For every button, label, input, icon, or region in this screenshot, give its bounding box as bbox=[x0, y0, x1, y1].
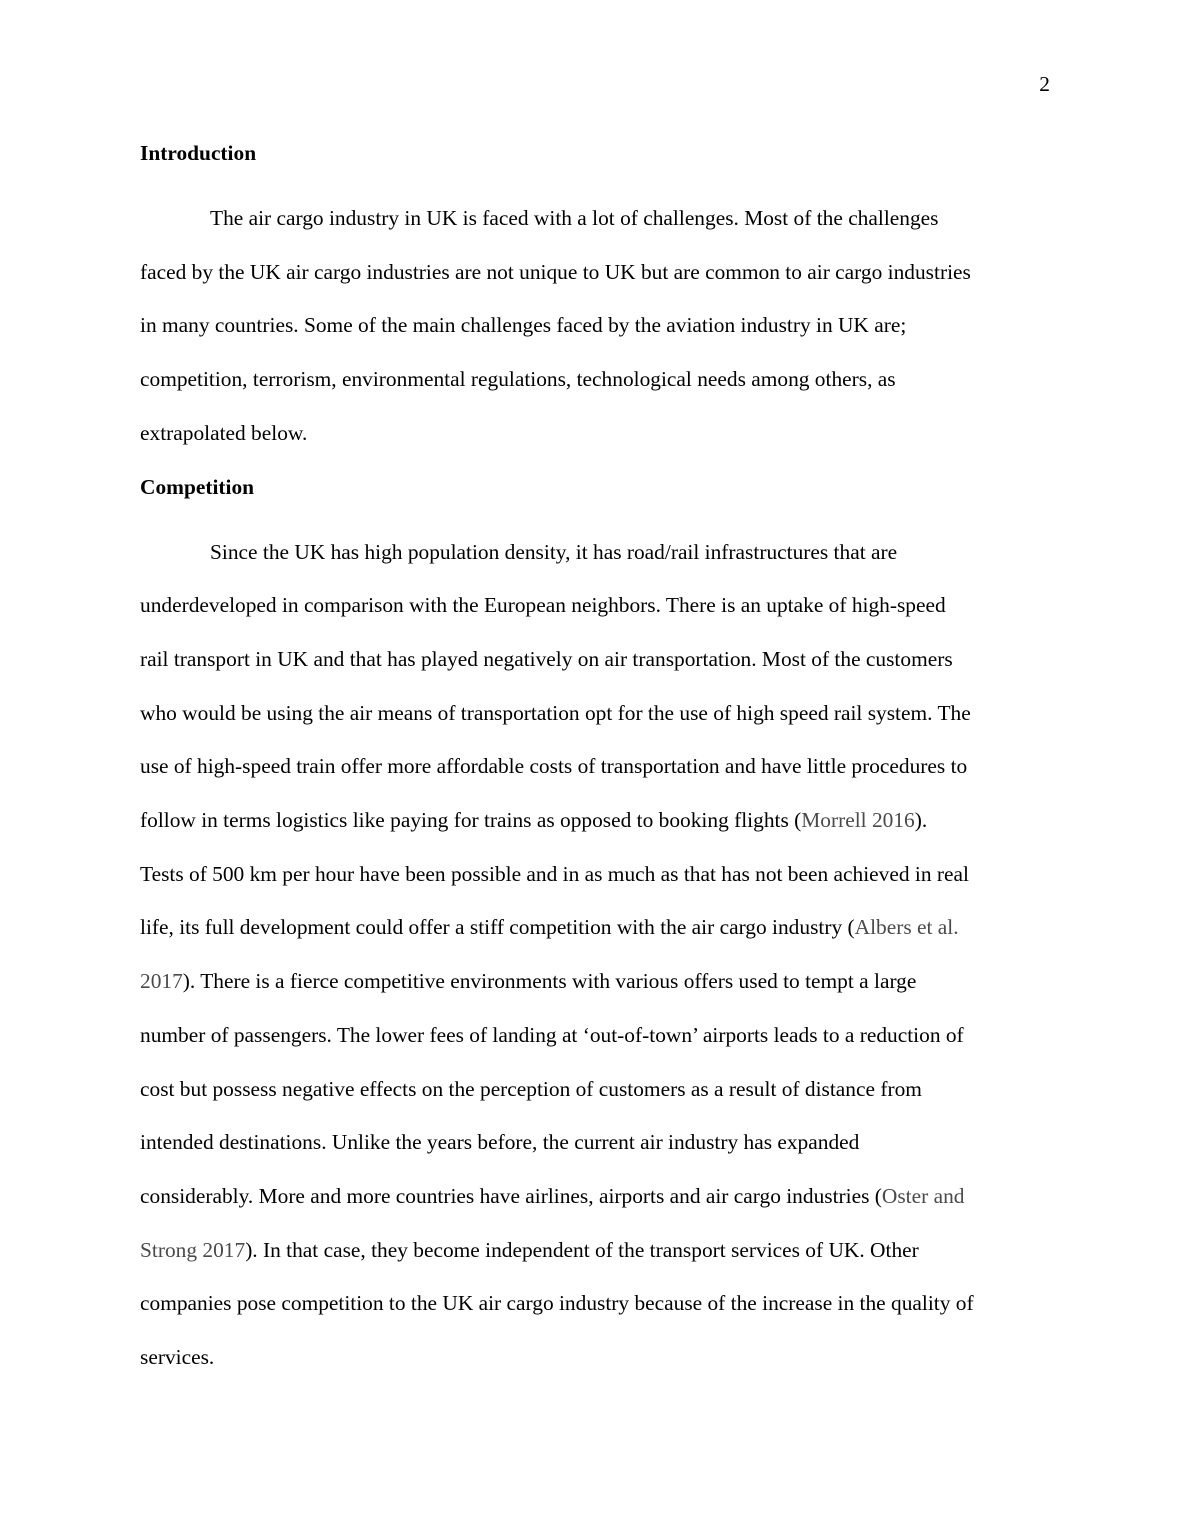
spacer bbox=[140, 461, 1060, 473]
text-line bbox=[140, 1170, 1060, 1224]
text-line: competition, terrorism, environmental regulations, technological needs among others, as bbox=[140, 367, 896, 392]
text-line: underdeveloped in comparison with the European neighbors. There is an uptake of high-speed bbox=[140, 593, 946, 618]
text-run: ). In that case, they become independent of the transport services of UK. Other bbox=[245, 1237, 919, 1262]
spacer bbox=[140, 168, 1060, 192]
citation: Morrell 2016 bbox=[801, 808, 915, 833]
text-run: ). bbox=[914, 808, 928, 833]
introduction-paragraph bbox=[140, 192, 1060, 461]
text-line: faced by the UK air cargo industries are not unique to UK but are common to air cargo industries bbox=[140, 259, 971, 284]
citation: 2017 bbox=[140, 969, 183, 994]
text-line: companies pose competition to the UK air cargo industry because of the increase in the quality of bbox=[140, 1291, 974, 1316]
text-line: who would be using the air means of transportation opt for the use of high speed rail system. The bbox=[140, 700, 971, 725]
text-line: rail transport in UK and that has played negatively on air transportation. Most of the customers bbox=[140, 646, 953, 671]
text-line: use of high-speed train offer more affordable costs of transportation and have little procedures to bbox=[140, 754, 968, 779]
text-line bbox=[140, 901, 1060, 955]
text-line bbox=[140, 794, 1060, 848]
section-heading-introduction: Introduction bbox=[140, 141, 257, 165]
document-body bbox=[140, 139, 1060, 1385]
text-line: intended destinations. Unlike the years before, the current air industry has expanded bbox=[140, 1130, 860, 1155]
section-heading-competition: Competition bbox=[140, 474, 255, 499]
citation: Strong 2017 bbox=[140, 1237, 246, 1262]
text-line: Since the UK has high population density, it has road/rail infrastructures that are bbox=[210, 539, 898, 564]
text-line: The air cargo industry in UK is faced with a lot of challenges. Most of the challenges bbox=[210, 206, 939, 230]
spacer bbox=[140, 502, 1060, 526]
text-line: services. bbox=[140, 1345, 215, 1370]
citation: Oster and bbox=[881, 1183, 965, 1208]
text-line: number of passengers. The lower fees of landing at ‘out-of-town’ airports leads to a reduction of bbox=[140, 1022, 964, 1047]
text-line: Tests of 500 km per hour have been possible and in as much as that has not been achieved in real bbox=[140, 861, 969, 886]
citation: Albers et al. bbox=[854, 915, 959, 940]
text-line: in many countries. Some of the main challenges faced by the aviation industry in UK are; bbox=[140, 313, 907, 338]
text-run: ). There is a fierce competitive environments with various offers used to tempt a large bbox=[182, 969, 917, 994]
text-line: extrapolated below. bbox=[140, 420, 308, 445]
text-run: considerably. More and more countries have airlines, airports and air cargo industries ( bbox=[140, 1183, 882, 1208]
text-line bbox=[140, 1224, 1060, 1278]
text-run: life, its full development could offer a stiff competition with the air cargo industry ( bbox=[140, 915, 855, 940]
page-number: 2 bbox=[1039, 72, 1050, 96]
text-line: cost but possess negative effects on the perception of customers as a result of distance from bbox=[140, 1076, 922, 1101]
text-run: follow in terms logistics like paying for trains as opposed to booking flights ( bbox=[140, 808, 802, 833]
text-line bbox=[140, 955, 1060, 1009]
competition-paragraph bbox=[140, 526, 1060, 1385]
